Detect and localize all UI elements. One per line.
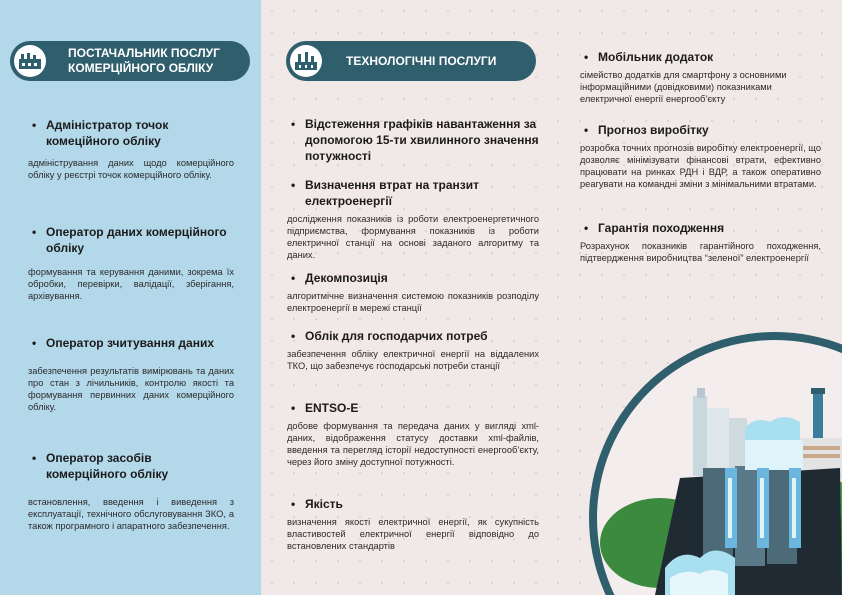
- factory-icon: [14, 45, 46, 77]
- list-item: [287, 400, 539, 468]
- list-item: [28, 335, 234, 413]
- section-header-tech: [286, 41, 536, 81]
- item-text: Розрахунок показників гарантійного походження, підтвердження виробництва “зеленої” електроенергії: [580, 241, 821, 263]
- list-item: [287, 177, 539, 261]
- section-title: ТЕХНОЛОГІЧНІ ПОСЛУГИ: [346, 53, 497, 68]
- item-title: • Облік для господарчих потреб: [287, 328, 539, 344]
- list-item: [287, 270, 539, 314]
- item-text: встановлення, введення і виведення з експлуатації, технічного обслуговування ЗКО, а також програмного і апаратного забезпечення.: [28, 497, 234, 531]
- item-title: • ENTSO-E: [287, 400, 539, 416]
- section-header-metering: [10, 41, 250, 81]
- item-text: забезпечення результатів вимірювань та даних про стан з лічильників, контролю якості та формування первинних даних комерційного обліку.: [28, 366, 234, 412]
- item-title: • Оператор даних комерційного обліку: [28, 224, 234, 256]
- item-title: • Оператор засобів комерційного обліку: [28, 450, 234, 482]
- list-item: [28, 450, 234, 532]
- item-text: визначення якості електричної енергії, як сукупність властивостей електричної енергії відповідно до встановлених стандартів: [287, 517, 539, 551]
- list-item: [28, 117, 234, 181]
- item-title: • Мобільник додаток: [580, 49, 821, 65]
- item-title: • Гарантія походження: [580, 220, 821, 236]
- item-title: • Адміністратор точок комеційного обліку: [28, 117, 234, 149]
- item-title: • Декомпозиція: [287, 270, 539, 286]
- list-item: [287, 328, 539, 372]
- list-item: [580, 122, 821, 190]
- item-title: • Оператор зчитування даних: [28, 335, 234, 351]
- list-item: [580, 220, 821, 264]
- item-title: • Визначення втрат на транзит електроенергії: [287, 177, 539, 209]
- section-title: ПОСТАЧАЛЬНИК ПОСЛУГ КОМЕРЦІЙНОГО ОБЛІКУ: [68, 46, 220, 75]
- list-item: [287, 496, 539, 552]
- item-text: добове формування та передача даних у вигляді xml-даних, відображення статусу доставки xml-файлів, введення та перегляд історії недоступності енергооб’єкту, через його зміну доступної потужності.: [287, 421, 539, 467]
- list-item: [28, 224, 234, 302]
- power-plant-icon: [290, 45, 322, 77]
- item-text: сімейство додатків для смартфону з основними інформаційними (довідковими) показниками електричної енергії енергооб’єкту: [580, 70, 787, 104]
- item-title: • Прогноз виробітку: [580, 122, 821, 138]
- item-text: формування та керування даними, зокрема їх обробки, перевірки, валідації, зберігання, архівування.: [28, 267, 234, 301]
- list-item: [580, 49, 821, 105]
- item-text: дослідження показників із роботи електроенергетичного підприємства, формування показників із роботи електричної станції на основі заданого алгоритму та даних.: [287, 214, 539, 260]
- item-title: • Якість: [287, 496, 539, 512]
- item-text: алгоритмічне визначення системою показників розподілу електроенергії в мережі станції: [287, 291, 539, 313]
- item-text: адміністрування даних щодо комерційного обліку у реєстрі точок комерційного обліку.: [28, 158, 234, 180]
- list-item: [287, 116, 539, 164]
- item-text: розробка точних прогнозів виробітку електроенергії, що дозволяє мінімізувати фінансові втрати, ефективно працювати на ринках РДН і ВДР, а також оперативно реагувати на командні зміни з мінімальними втратами.: [580, 143, 821, 189]
- hydro-power-plant-illustration: [585, 328, 842, 595]
- item-text: забезпечення обліку електричної енергії на віддалених ТКО, що забезпечує господарські потреби станції: [287, 349, 539, 371]
- item-title: • Відстеження графіків навантаження за допомогою 15-ти хвилинного значення потужності: [287, 116, 539, 164]
